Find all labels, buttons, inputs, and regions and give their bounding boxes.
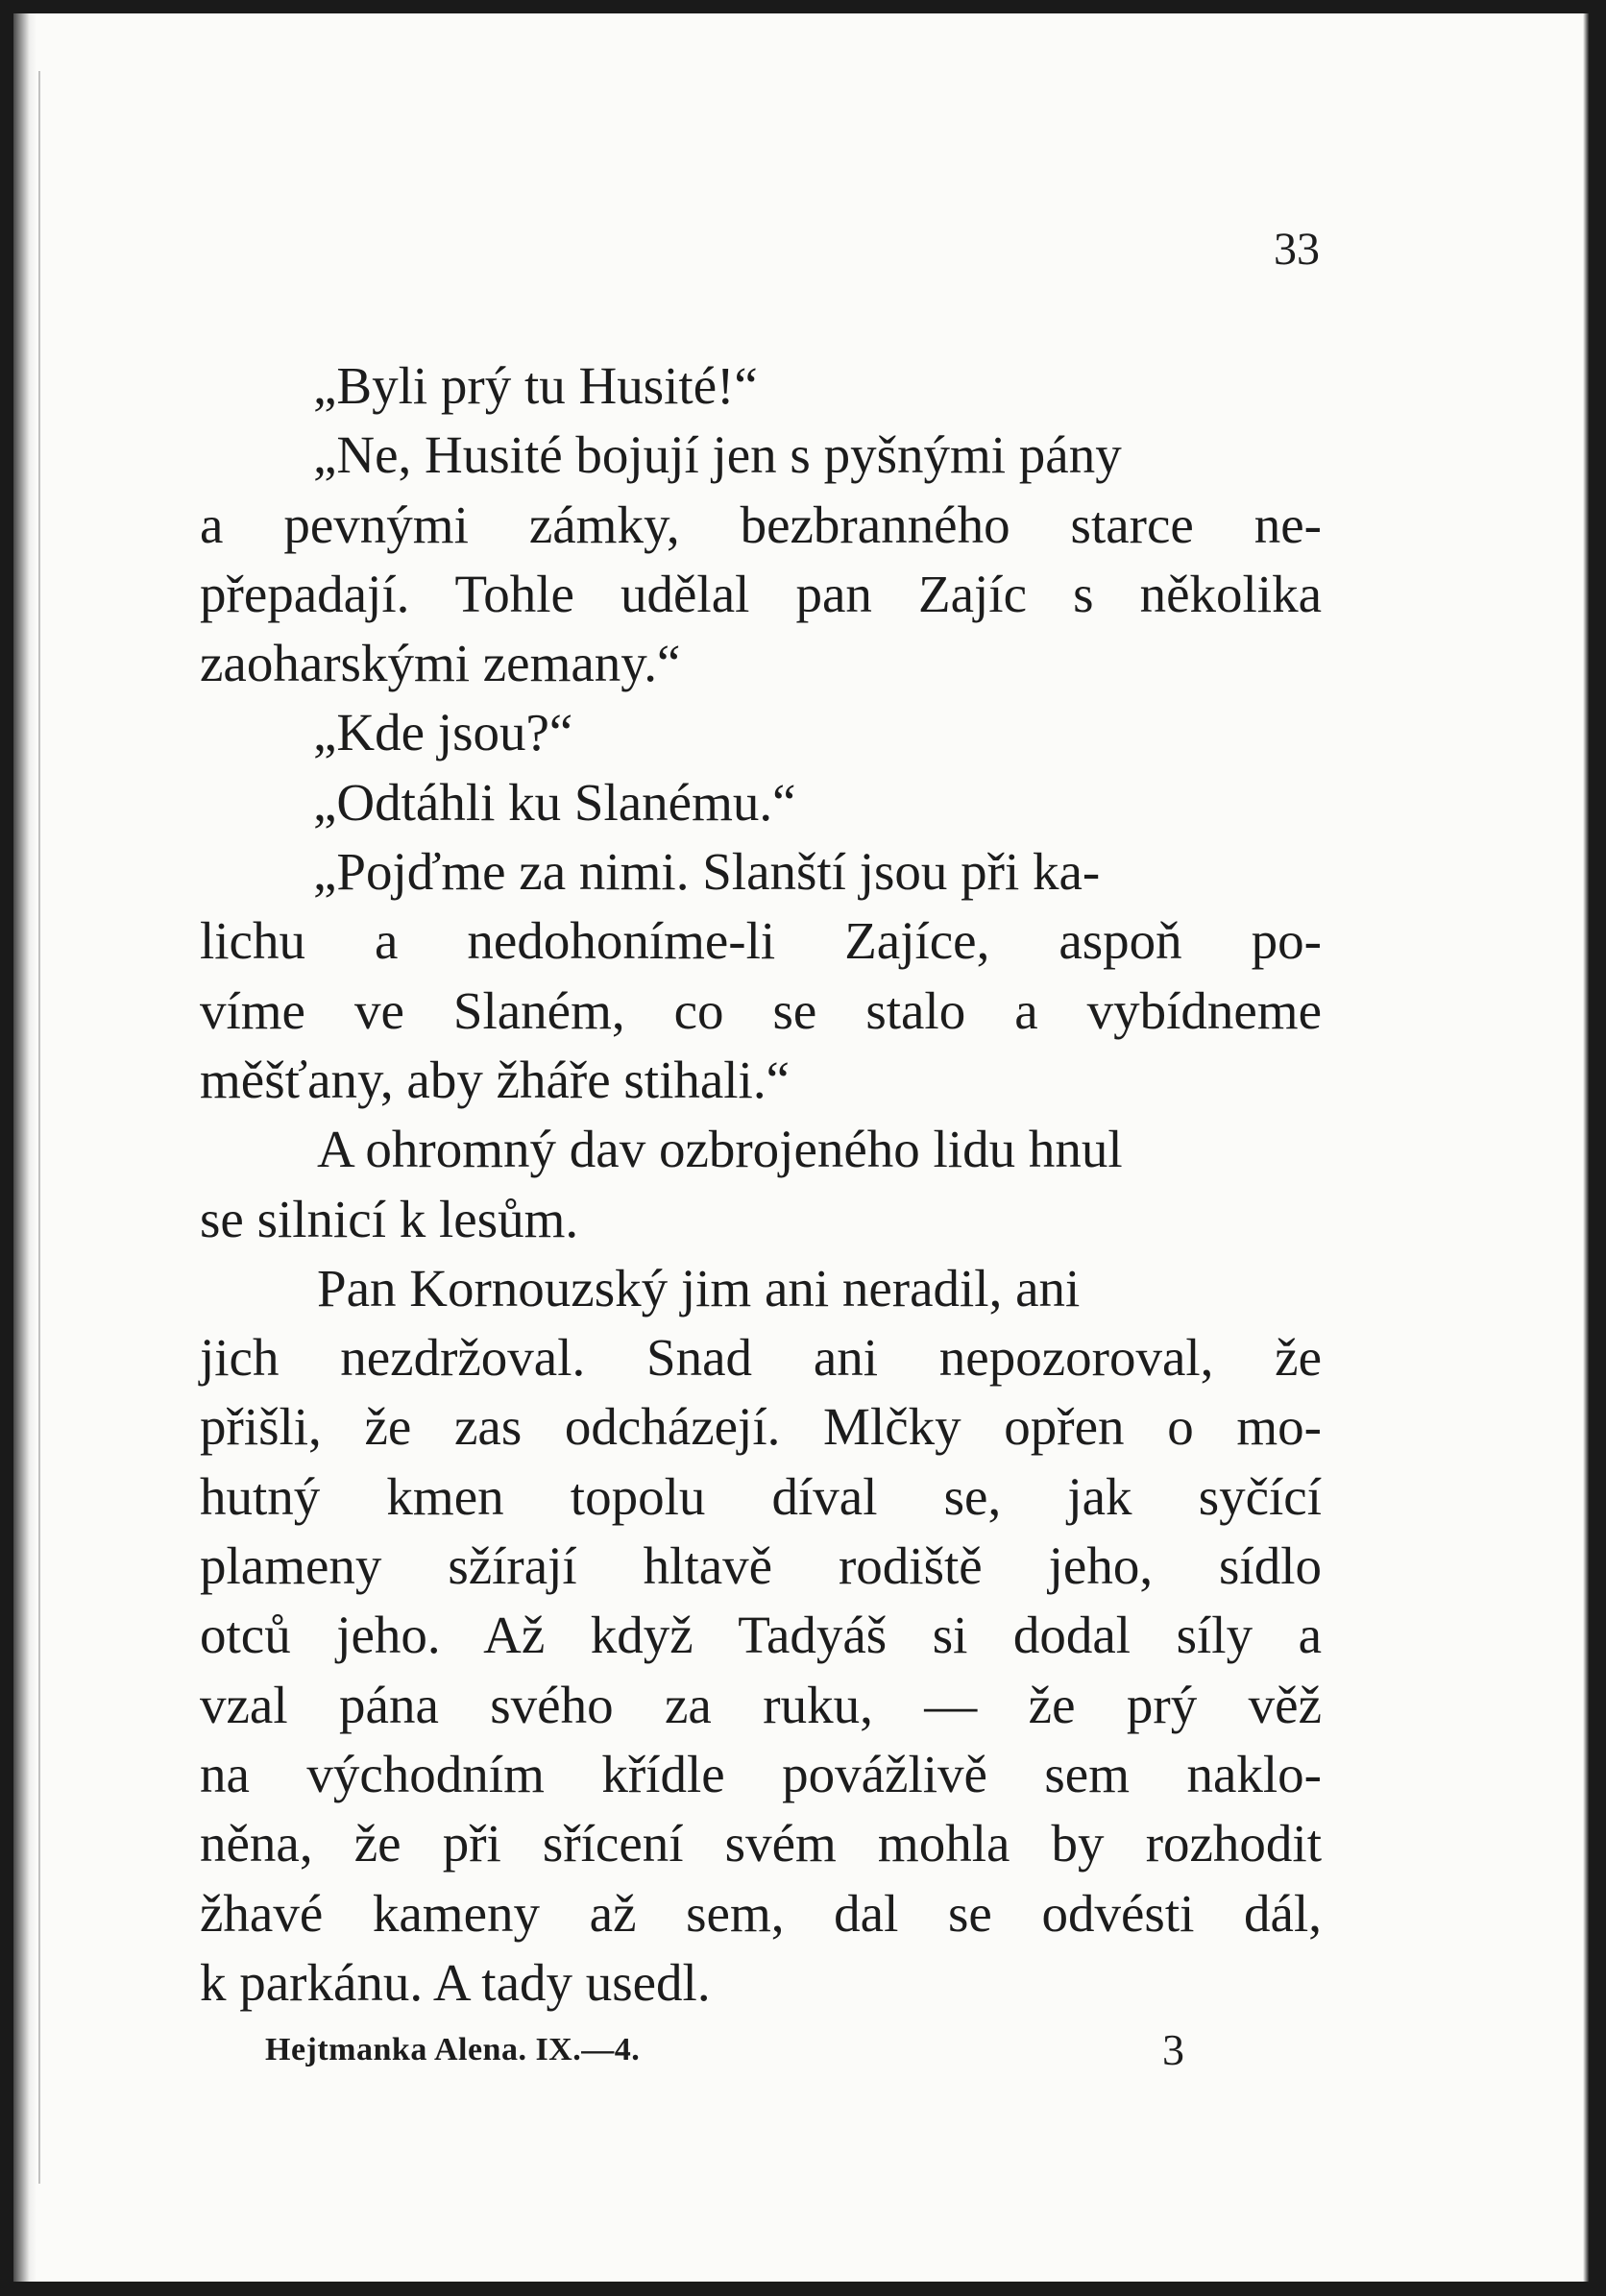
text-line: plameny sžírají hltavě rodiště jeho, sídlo	[200, 1536, 1322, 1596]
text-line: otců jeho. Až když Tadyáš si dodal síly a	[200, 1606, 1322, 1665]
text-line: k parkánu. A tady usedl.	[200, 1952, 711, 2012]
text-line: zaoharskými zemany.“	[200, 634, 681, 693]
page-edge-line	[38, 71, 40, 2184]
text-line: přišli, že zas odcházejí. Mlčky opřen o mo-	[200, 1397, 1322, 1457]
text-line: „Ne, Husité bojují jen s pyšnými pány	[313, 425, 1122, 485]
text-line: „Kde jsou?“	[313, 703, 573, 762]
text-line: hutný kmen topolu díval se, jak syčící	[200, 1466, 1322, 1526]
text-line: „Pojďme za nimi. Slanští jsou při ka-	[313, 842, 1101, 902]
text-line: jich nezdržoval. Snad ani nepozoroval, že	[200, 1328, 1322, 1388]
signature-mark: 3	[1162, 2025, 1184, 2074]
gutter-shadow	[13, 13, 36, 2282]
text-line: vzal pána svého za ruku, — že prý věž	[200, 1675, 1322, 1734]
page-number: 33	[1274, 224, 1320, 275]
text-line: „Byli prý tu Husité!“	[313, 356, 758, 415]
text-line: měšťany, aby žháře stihali.“	[200, 1050, 790, 1109]
right-page-edge	[1583, 13, 1589, 2282]
text-line: se silnicí k lesům.	[200, 1189, 579, 1248]
text-line: víme ve Slaném, co se stalo a vybídneme	[200, 980, 1322, 1040]
text-line: na východním křídle povážlivě sem naklo-	[200, 1744, 1322, 1803]
text-line: Pan Kornouzský jim ani neradil, ani	[317, 1258, 1081, 1317]
text-line: něna, že při sřícení svém mohla by rozhodit	[200, 1814, 1322, 1873]
body-text	[200, 351, 1322, 2018]
text-line: A ohromný dav ozbrojeného lidu hnul	[317, 1120, 1123, 1179]
text-line: přepadají. Tohle udělal pan Zajíc s několika	[200, 564, 1322, 623]
book-page	[13, 13, 1589, 2282]
text-line: „Odtáhli ku Slanému.“	[313, 772, 796, 832]
signature-footer: Hejtmanka Alena. IX.—4.	[265, 2032, 641, 2067]
text-line: žhavé kameny až sem, dal se odvésti dál,	[200, 1883, 1322, 1943]
text-line: a pevnými zámky, bezbranného starce ne-	[200, 495, 1322, 554]
text-line: lichu a nedohoníme-li Zajíce, aspoň po-	[200, 911, 1322, 971]
